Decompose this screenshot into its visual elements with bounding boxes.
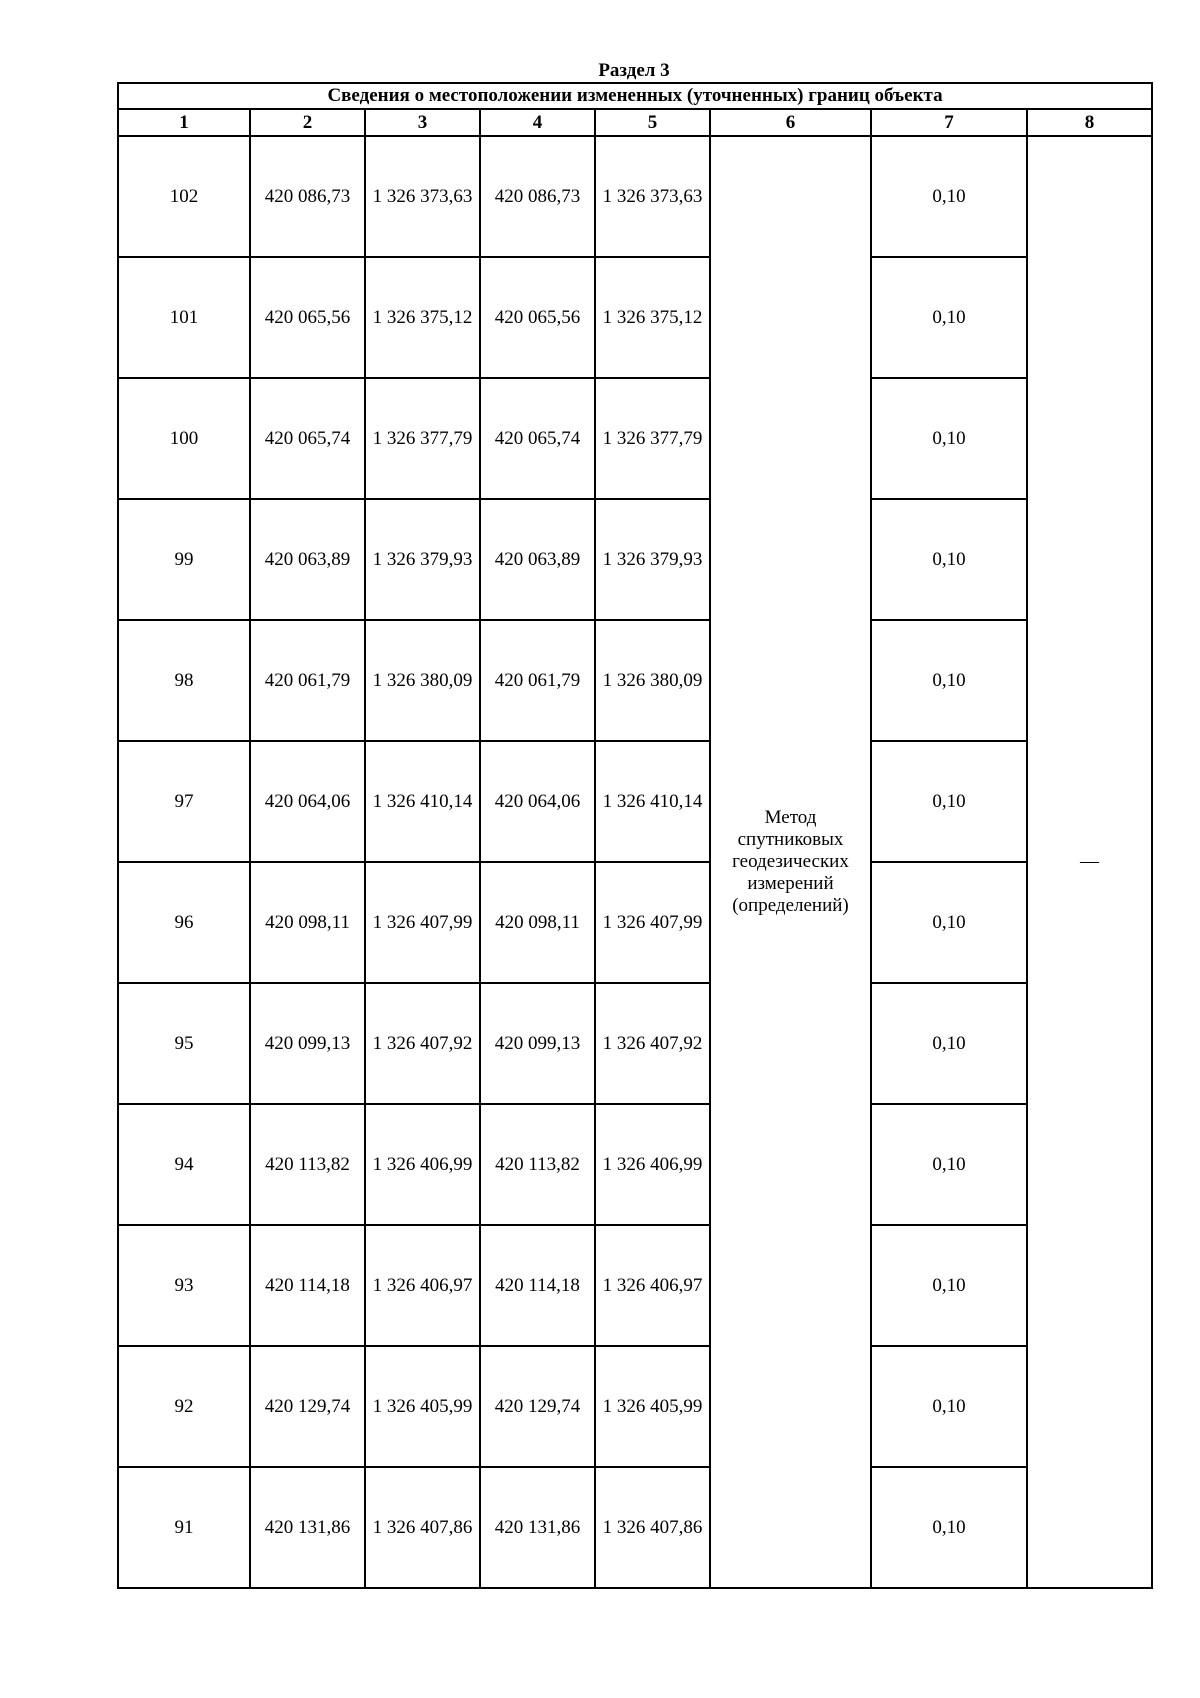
y-refined-cell: 1 326 405,99	[595, 1346, 710, 1467]
accuracy-cell: 0,10	[871, 257, 1027, 378]
point-number-cell: 102	[118, 136, 250, 257]
table-row	[118, 1225, 1152, 1346]
y-refined-cell: 1 326 377,79	[595, 378, 710, 499]
column-number: 4	[480, 109, 595, 136]
table-row	[118, 136, 1152, 257]
x-refined-cell: 420 065,74	[480, 378, 595, 499]
method-line: геодезических	[732, 851, 849, 872]
y-existing-cell: 1 326 405,99	[365, 1346, 480, 1467]
column-number: 3	[365, 109, 480, 136]
column-numbers-row	[118, 109, 1152, 136]
point-number-cell: 96	[118, 862, 250, 983]
point-number-cell: 101	[118, 257, 250, 378]
table-row	[118, 983, 1152, 1104]
method-line: (определений)	[732, 895, 849, 916]
accuracy-cell: 0,10	[871, 378, 1027, 499]
x-refined-cell: 420 065,56	[480, 257, 595, 378]
table-row	[118, 1346, 1152, 1467]
method-line: спутниковых	[737, 829, 844, 850]
y-existing-cell: 1 326 375,12	[365, 257, 480, 378]
accuracy-cell: 0,10	[871, 620, 1027, 741]
table-row	[118, 620, 1152, 741]
y-refined-cell: 1 326 407,86	[595, 1467, 710, 1588]
table-row	[118, 741, 1152, 862]
caption-row	[118, 83, 1152, 109]
table-row	[118, 862, 1152, 983]
point-number-cell: 98	[118, 620, 250, 741]
column-number: 6	[710, 109, 871, 136]
accuracy-cell: 0,10	[871, 741, 1027, 862]
x-existing-cell: 420 129,74	[250, 1346, 365, 1467]
method-cell	[710, 136, 871, 1588]
y-existing-cell: 1 326 407,86	[365, 1467, 480, 1588]
y-existing-cell: 1 326 406,99	[365, 1104, 480, 1225]
accuracy-cell: 0,10	[871, 1346, 1027, 1467]
table-row	[118, 257, 1152, 378]
boundary-coordinates-table	[117, 82, 1153, 1589]
x-existing-cell: 420 086,73	[250, 136, 365, 257]
y-refined-cell: 1 326 407,99	[595, 862, 710, 983]
table-row	[118, 1104, 1152, 1225]
x-refined-cell: 420 129,74	[480, 1346, 595, 1467]
point-number-cell: 99	[118, 499, 250, 620]
y-existing-cell: 1 326 377,79	[365, 378, 480, 499]
x-refined-cell: 420 086,73	[480, 136, 595, 257]
section-title: Раздел 3	[598, 60, 670, 81]
accuracy-cell: 0,10	[871, 1467, 1027, 1588]
x-refined-cell: 420 064,06	[480, 741, 595, 862]
x-refined-cell: 420 113,82	[480, 1104, 595, 1225]
x-refined-cell: 420 063,89	[480, 499, 595, 620]
y-refined-cell: 1 326 407,92	[595, 983, 710, 1104]
x-existing-cell: 420 099,13	[250, 983, 365, 1104]
x-existing-cell: 420 131,86	[250, 1467, 365, 1588]
y-refined-cell: 1 326 375,12	[595, 257, 710, 378]
point-number-cell: 91	[118, 1467, 250, 1588]
y-refined-cell: 1 326 379,93	[595, 499, 710, 620]
y-existing-cell: 1 326 380,09	[365, 620, 480, 741]
y-existing-cell: 1 326 379,93	[365, 499, 480, 620]
x-existing-cell: 420 065,56	[250, 257, 365, 378]
x-existing-cell: 420 113,82	[250, 1104, 365, 1225]
accuracy-cell: 0,10	[871, 1225, 1027, 1346]
method-line: измерений	[747, 873, 834, 894]
point-number-cell: 100	[118, 378, 250, 499]
accuracy-cell: 0,10	[871, 862, 1027, 983]
column-number: 7	[871, 109, 1027, 136]
point-number-cell: 93	[118, 1225, 250, 1346]
accuracy-cell: 0,10	[871, 1104, 1027, 1225]
accuracy-cell: 0,10	[871, 499, 1027, 620]
y-refined-cell: 1 326 410,14	[595, 741, 710, 862]
table-caption: Сведения о местоположении измененных (уточненных) границ объекта	[118, 83, 1152, 109]
x-refined-cell: 420 099,13	[480, 983, 595, 1104]
column-number: 8	[1027, 109, 1152, 136]
y-refined-cell: 1 326 406,99	[595, 1104, 710, 1225]
x-existing-cell: 420 098,11	[250, 862, 365, 983]
y-existing-cell: 1 326 373,63	[365, 136, 480, 257]
y-refined-cell: 1 326 380,09	[595, 620, 710, 741]
y-existing-cell: 1 326 406,97	[365, 1225, 480, 1346]
x-existing-cell: 420 061,79	[250, 620, 365, 741]
y-refined-cell: 1 326 406,97	[595, 1225, 710, 1346]
y-existing-cell: 1 326 407,92	[365, 983, 480, 1104]
accuracy-cell: 0,10	[871, 983, 1027, 1104]
y-refined-cell: 1 326 373,63	[595, 136, 710, 257]
column-number: 2	[250, 109, 365, 136]
table-row	[118, 499, 1152, 620]
method-line: Метод	[764, 807, 817, 828]
x-existing-cell: 420 063,89	[250, 499, 365, 620]
x-refined-cell: 420 061,79	[480, 620, 595, 741]
y-existing-cell: 1 326 410,14	[365, 741, 480, 862]
column8-cell: —	[1027, 136, 1152, 1588]
x-existing-cell: 420 064,06	[250, 741, 365, 862]
x-existing-cell: 420 065,74	[250, 378, 365, 499]
table-row	[118, 378, 1152, 499]
x-refined-cell: 420 131,86	[480, 1467, 595, 1588]
column-number: 5	[595, 109, 710, 136]
point-number-cell: 95	[118, 983, 250, 1104]
x-refined-cell: 420 114,18	[480, 1225, 595, 1346]
y-existing-cell: 1 326 407,99	[365, 862, 480, 983]
point-number-cell: 92	[118, 1346, 250, 1467]
x-existing-cell: 420 114,18	[250, 1225, 365, 1346]
x-refined-cell: 420 098,11	[480, 862, 595, 983]
table-row	[118, 1467, 1152, 1588]
accuracy-cell: 0,10	[871, 136, 1027, 257]
point-number-cell: 97	[118, 741, 250, 862]
table-body	[118, 83, 1152, 1588]
point-number-cell: 94	[118, 1104, 250, 1225]
column-number: 1	[118, 109, 250, 136]
